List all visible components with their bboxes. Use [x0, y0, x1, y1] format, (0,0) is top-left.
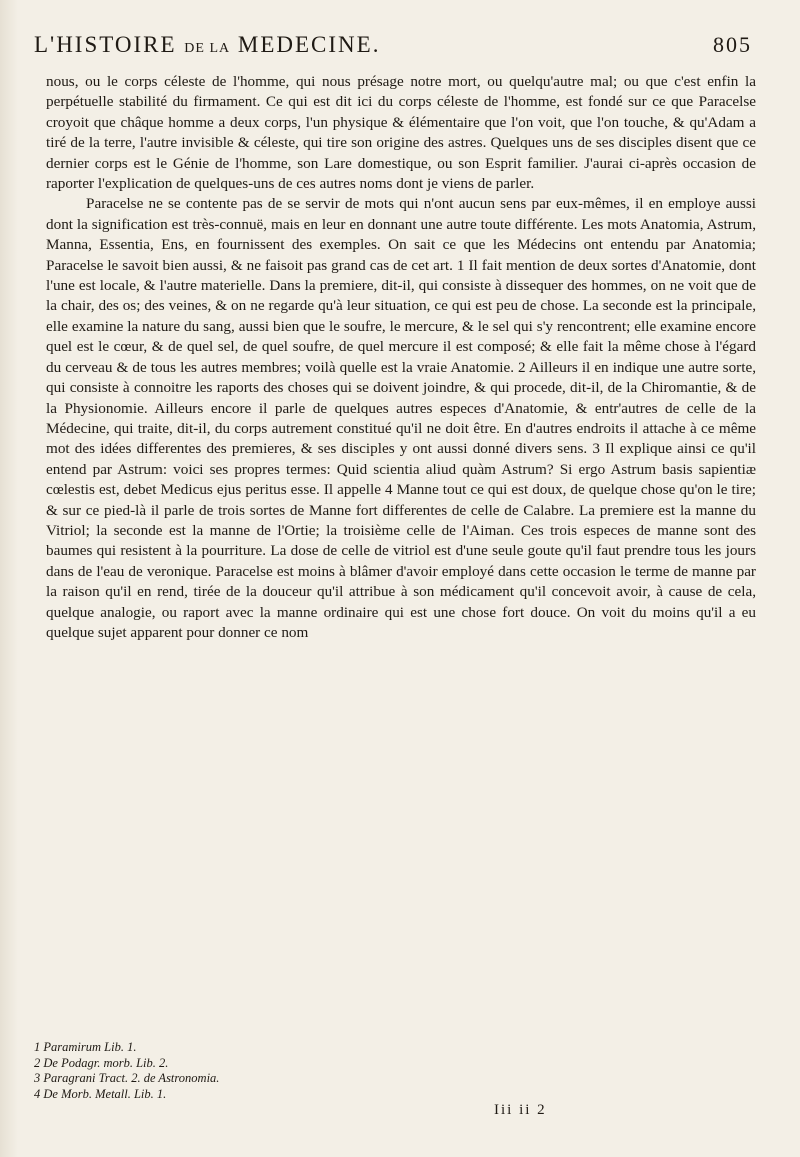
footnotes — [34, 1040, 454, 1102]
running-header — [34, 30, 764, 72]
running-title-part2: DE LA — [184, 41, 231, 56]
running-title — [34, 32, 380, 58]
footnote-3: 3 Paragrani Tract. 2. de Astronomia. — [34, 1071, 220, 1085]
running-title-part1: L'HISTOIRE — [34, 32, 177, 57]
main-text — [46, 72, 756, 643]
footnote-4: 4 De Morb. Metall. Lib. 1. — [34, 1086, 167, 1101]
signature-mark: Iii ii 2 — [494, 1102, 547, 1118]
paragraph-2: Paracelse ne se contente pas de se servir de mots qui n'ont aucun sens par eux-mêmes, il en employe aussi dont la signification est très-connuë, mais en leur en donnant une autre toute différente. Les mots Anatomia, Astrum, Manna, Essentia, Ens, en fournissent des exemples. On sait ce que les Médecins ont entendu par Anatomia; Paracelse le savoit bien aussi, & ne faisoit pas grand cas de cet art. 1 Il fait mention de deux sortes d'Anatomie, dont l'une est locale, & l'autre materielle. Dans la premiere, dit-il, qui consiste à dissequer des hommes, on ne voit que de la chair, des os; des veines, & on ne regarde qu'à leur situation, ce qui est peu de chose. La seconde est la principale, elle examine la nature du sang, aussi bien que le soufre, le mercure, & le sel qui s'y rencontrent; elle examine encore quel est le cœur, & de quel sel, de quel soufre, de quel mercure il est composé; & elle fait la même chose à l'égard du cerveau & de tous les autres membres; voilà quelle est la vraie Anatomie. 2 Ailleurs il en indique une autre sorte, qui consiste à connoitre les raports des choses qui se doivent joindre, & qui procede, dit-il, de la Chiromantie, & de la Physionomie. Ailleurs encore il parle de quelques autres especes d'Anatomie, & entr'autres de celle de la Médecine, qui traite, dit-il, du corps autrement constitué qu'il ne doit être. En d'autres endroits il attache à ce même mot des idées differentes des premieres, & ses disciples y ont aussi donné divers sens. 3 Il explique ainsi ce qu'il entend par Astrum: voici ses propres termes: Quid scientia aliud quàm Astrum? Si ergo Astrum basis sapientiæ cœlestis est, debet Medicus ejus peritus esse. Il appelle 4 Manne tout ce qui est doux, de quelque chose qu'on le tire; & sur ce pied-là il parle de trois sortes de Manne fort differentes de celle de Calabre. La premiere est la manne du Vitriol; la seconde est la manne de l'Ortie; la troisième celle de l'Aiman. Ces trois especes de manne sont des baumes qui resistent à la pourriture. La dose de celle de vitriol est d'une seule goute qu'il faut prendre tous les jours dans de l'eau de veronique. Paracelse est moins à blâmer d'avoir employé dans cette occasion le terme de manne par la raison qu'il en rend, tirée de la douceur qu'il attribue à son médicament qu'il concevoit avoir, à cause de cela, quelque analogie, ou raport avec la manne ordinaire qui est une chose fort douce. On voit du moins qu'il a eu quelque sujet apparent pour donner ce nom — [46, 195, 756, 641]
footnote-2: 2 De Podagr. morb. Lib. 2. — [34, 1055, 169, 1070]
running-title-part3: MEDECINE. — [237, 32, 381, 57]
footnote-1: 1 Paramirum Lib. 1. — [34, 1040, 137, 1054]
paragraph-1: nous, ou le corps céleste de l'homme, qui nous présage notre mort, ou quelqu'autre mal; ou que c'est enfin la perpétuelle stabilité du firmament. Ce qui est dit ici du corps céleste de l'homme, est fondé sur ce que Paracelse croyoit que châque homme a deux corps, l'un physique & élémentaire que l'on voit, que l'on touche, & qu'Adam a tiré de la terre, l'autre invisible & céleste, qui tire son origine des astres. Quelques uns de ses disciples disent que ce dernier corps est le Génie de l'homme, son Lare domestique, ou son Esprit familier. J'aurai ci-après occasion de raporter l'explication de quelques-uns de ces autres noms dont je viens de parler. — [46, 73, 756, 193]
page-number: 805 — [713, 32, 752, 57]
book-page — [34, 30, 764, 1130]
page-margin-shadow — [0, 0, 18, 1157]
